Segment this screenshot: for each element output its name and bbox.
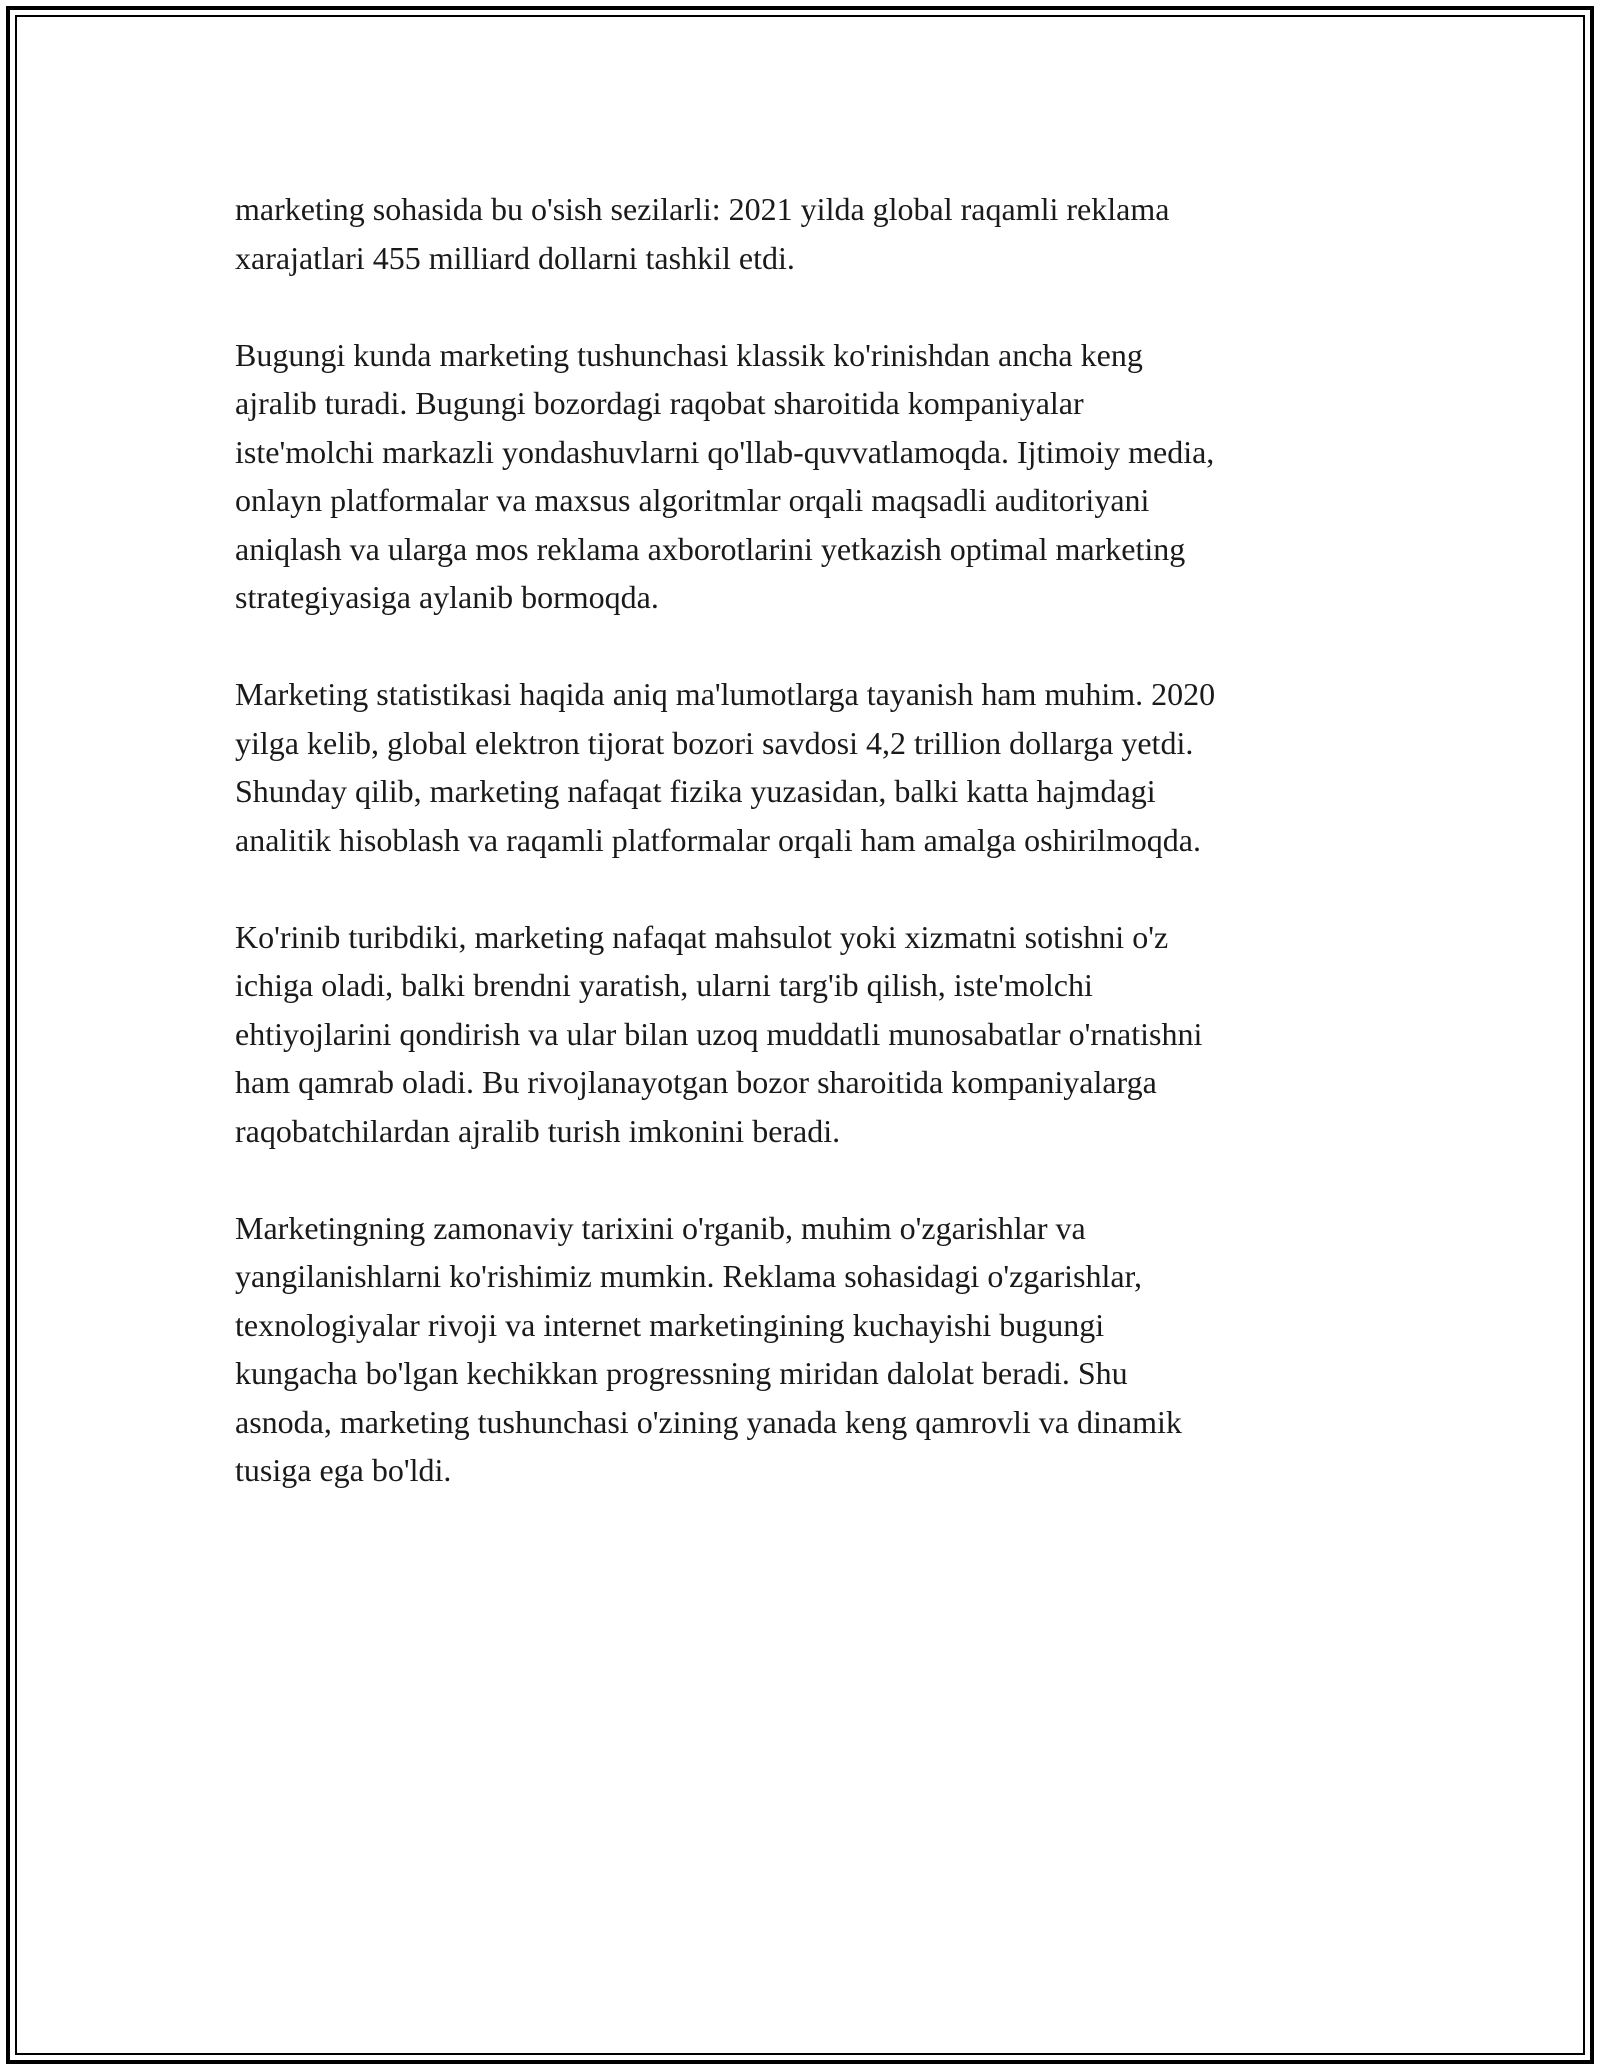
paragraph-4 <box>235 913 1365 1156</box>
text-line: Bugungi kunda marketing tushunchasi klassik ko'rinishdan ancha keng <box>235 336 1143 373</box>
paragraph-5 <box>235 1204 1365 1495</box>
paragraph-1 <box>235 185 1365 282</box>
text-line: ehtiyojlarini qondirish va ular bilan uzoq muddatli munosabatlar o'rnatishni <box>235 1015 1203 1052</box>
paragraph-3 <box>235 670 1365 864</box>
text-line: marketing sohasida bu o'sish sezilarli: 2021 yilda global raqamli reklama <box>235 191 1170 227</box>
text-line: analitik hisoblash va raqamli platformalar orqali ham amalga oshirilmoqda. <box>235 821 1201 858</box>
text-line: ichiga oladi, balki brendni yaratish, ularni targ'ib qilish, iste'molchi <box>235 967 1093 1003</box>
document-body <box>235 185 1365 1543</box>
text-line: raqobatchilardan ajralib turish imkonini beradi. <box>235 1112 841 1149</box>
text-line: yilga kelib, global elektron tijorat bozori savdosi 4,2 trillion dollarga yetdi. <box>235 724 1194 761</box>
text-line: Marketingning zamonaviy tarixini o'rganib, muhim o'zgarishlar va <box>235 1209 1086 1246</box>
text-line: xarajatlari 455 milliard dollarni tashkil etdi. <box>235 239 795 276</box>
text-line: asnoda, marketing tushunchasi o'zining yanada keng qamrovli va dinamik <box>235 1403 1182 1440</box>
text-line: ajralib turadi. Bugungi bozordagi raqobat sharoitida kompaniyalar <box>235 385 1084 421</box>
paragraph-2 <box>235 331 1365 622</box>
text-line: tusiga ega bo'ldi. <box>235 1452 452 1488</box>
text-line: Ko'rinib turibdiki, marketing nafaqat mahsulot yoki xizmatni sotishni o'z <box>235 918 1169 955</box>
text-line: texnologiyalar rivoji va internet marketingining kuchayishi bugungi <box>235 1306 1105 1343</box>
text-line: onlayn platformalar va maxsus algoritmlar orqali maqsadli auditoriyani <box>235 482 1150 518</box>
text-line: Marketing statistikasi haqida aniq ma'lumotlarga tayanish ham muhim. 2020 <box>235 676 1216 712</box>
text-line: yangilanishlarni ko'rishimiz mumkin. Reklama sohasidagi o'zgarishlar, <box>235 1258 1142 1294</box>
text-line: strategiyasiga aylanib bormoqda. <box>235 579 659 615</box>
text-line: ham qamrab oladi. Bu rivojlanayotgan bozor sharoitida kompaniyalarga <box>235 1064 1157 1100</box>
text-line: kungacha bo'lgan kechikkan progressning miridan dalolat beradi. Shu <box>235 1355 1128 1391</box>
text-line: Shunday qilib, marketing nafaqat fizika yuzasidan, balki katta hajmdagi <box>235 773 1156 809</box>
text-line: iste'molchi markazli yondashuvlarni qo'llab-quvvatlamoqda. Ijtimoiy media, <box>235 433 1215 470</box>
text-line: aniqlash va ularga mos reklama axborotlarini yetkazish optimal marketing <box>235 530 1186 567</box>
